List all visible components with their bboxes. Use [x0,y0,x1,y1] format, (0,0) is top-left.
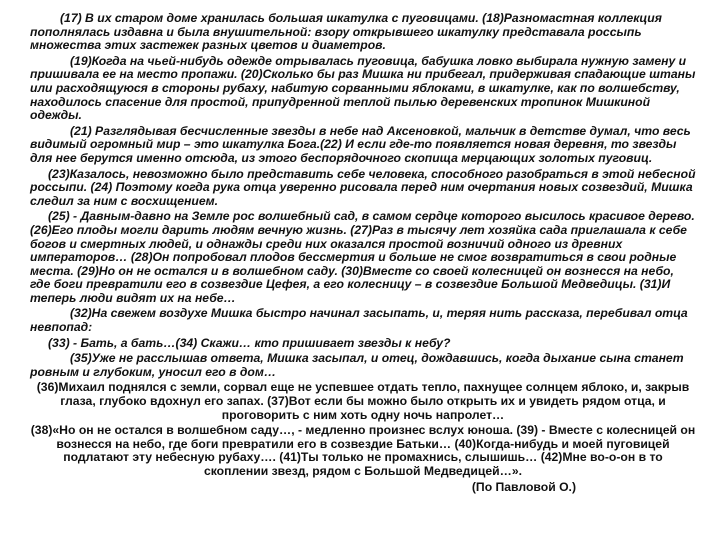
source-attribution: (По Павловой О.) [471,479,576,494]
paragraph-38-42: (38)«Но он не остался в волшебном саду…, - медленно произнес вслух юноша. (39) - Вместе с колесницей он вознесся на небо, где боги превратили его в созвездие Батьки… (40)Когда-нибудь и моей пуговицей подлатают эту небесную рубаху…. (41)Ты только не промахнись, слышишь… (42)Мне во-о-он в то скоплении звезд, рядом с Большой Медведицей…». [30,423,696,478]
paragraph-23-24: (23)Казалось, невозможно было представить себе человека, способного разобраться в этой небесной россыпи. (24) Поэтому когда рука отца уверенно рисовала перед ним очертания новых созвездий, Мишка следил за ним с восхищением. [30,166,696,208]
paragraph-35: (35)Уже не расслышав ответа, Мишка засыпал, и отец, дождавшись, когда дыхание сына станет ровным и глубоким, уносил его в дом… [30,351,684,379]
paragraph-32: (32)На свежем воздухе Мишка быстро начинал засыпать, и, теряя нить рассказа, перебивал отца невпопад: [30,306,688,335]
paragraph-21-22: (21) Разглядывая бесчисленные звезды в небе над Аксеновкой, мальчик в детстве думал, что весь видимый огромный мир – это шкатулка Бога.(22) И если где-то появляется новая деревня, то звезды для нее берутся именно отсюда, из этого беспорядочного скопища мерцающих золотых пуговиц. [30,123,691,165]
paragraph-25-31: (25) - Давным-давно на Земле рос волшебный сад, в самом сердце которого высилось красивое дерево. (26)Его плоды могли дарить людям вечную жизнь. (27)Раз в тысячу лет хозяйка сада приглашала к себе богов и смертных людей, и однажды среди них оказался простой возничий одного из древних императоров… (28)Он попробовал плодов бессмертия и больше не смог возвратиться в свои родные места. (29)Но он не остался и в волшебном саду. (30)Вместе со своей колесницей он вознесся на небо, где боги превратили его в созвездие Цефея, а его колесницу – в созвездие Большой Медведицы. (31)И теперь люди видят их на небе… [30,209,695,305]
paragraph-36-37: (36)Михаил поднялся с земли, сорвал еще не успевшее отдать тепло, пахнущее солнцем яблоко, и, закрыв глаза, глубоко вдохнул его запах. (37)Вот если бы можно было открыть их и увидеть рядом отца, и проговорить с ним хоть одну ночь напролет… [36,380,690,422]
document-text [30,12,696,494]
paragraph-19-20: (19)Когда на чьей-нибудь одежде отрывалась пуговица, бабушка ловко выбирала нужную замену и пришивала ее на место пропажи. (20)Сколько бы раз Мишка ни прибегал, придерживая спадающие штаны или расходящуюся в стороны рубаху, набитую сорванными яблоками, в шкатулке, как по волшебству, находилось спасение для простой, припудренной теплой пылью деревенских тропинок Мишкиной одежды. [30,53,696,123]
paragraph-17-18: (17) В их старом доме хранилась большая шкатулка с пуговицами. (18)Разномастная коллекция пополнялась издавна и была внушительной: взору открывшего шкатулку представала россыпь множества этих застежек разных цветов и диаметров. [30,11,662,53]
paragraph-33-34: (33) - Бать, а бать…(34) Скажи… кто пришивает звезды к небу? [48,335,451,350]
